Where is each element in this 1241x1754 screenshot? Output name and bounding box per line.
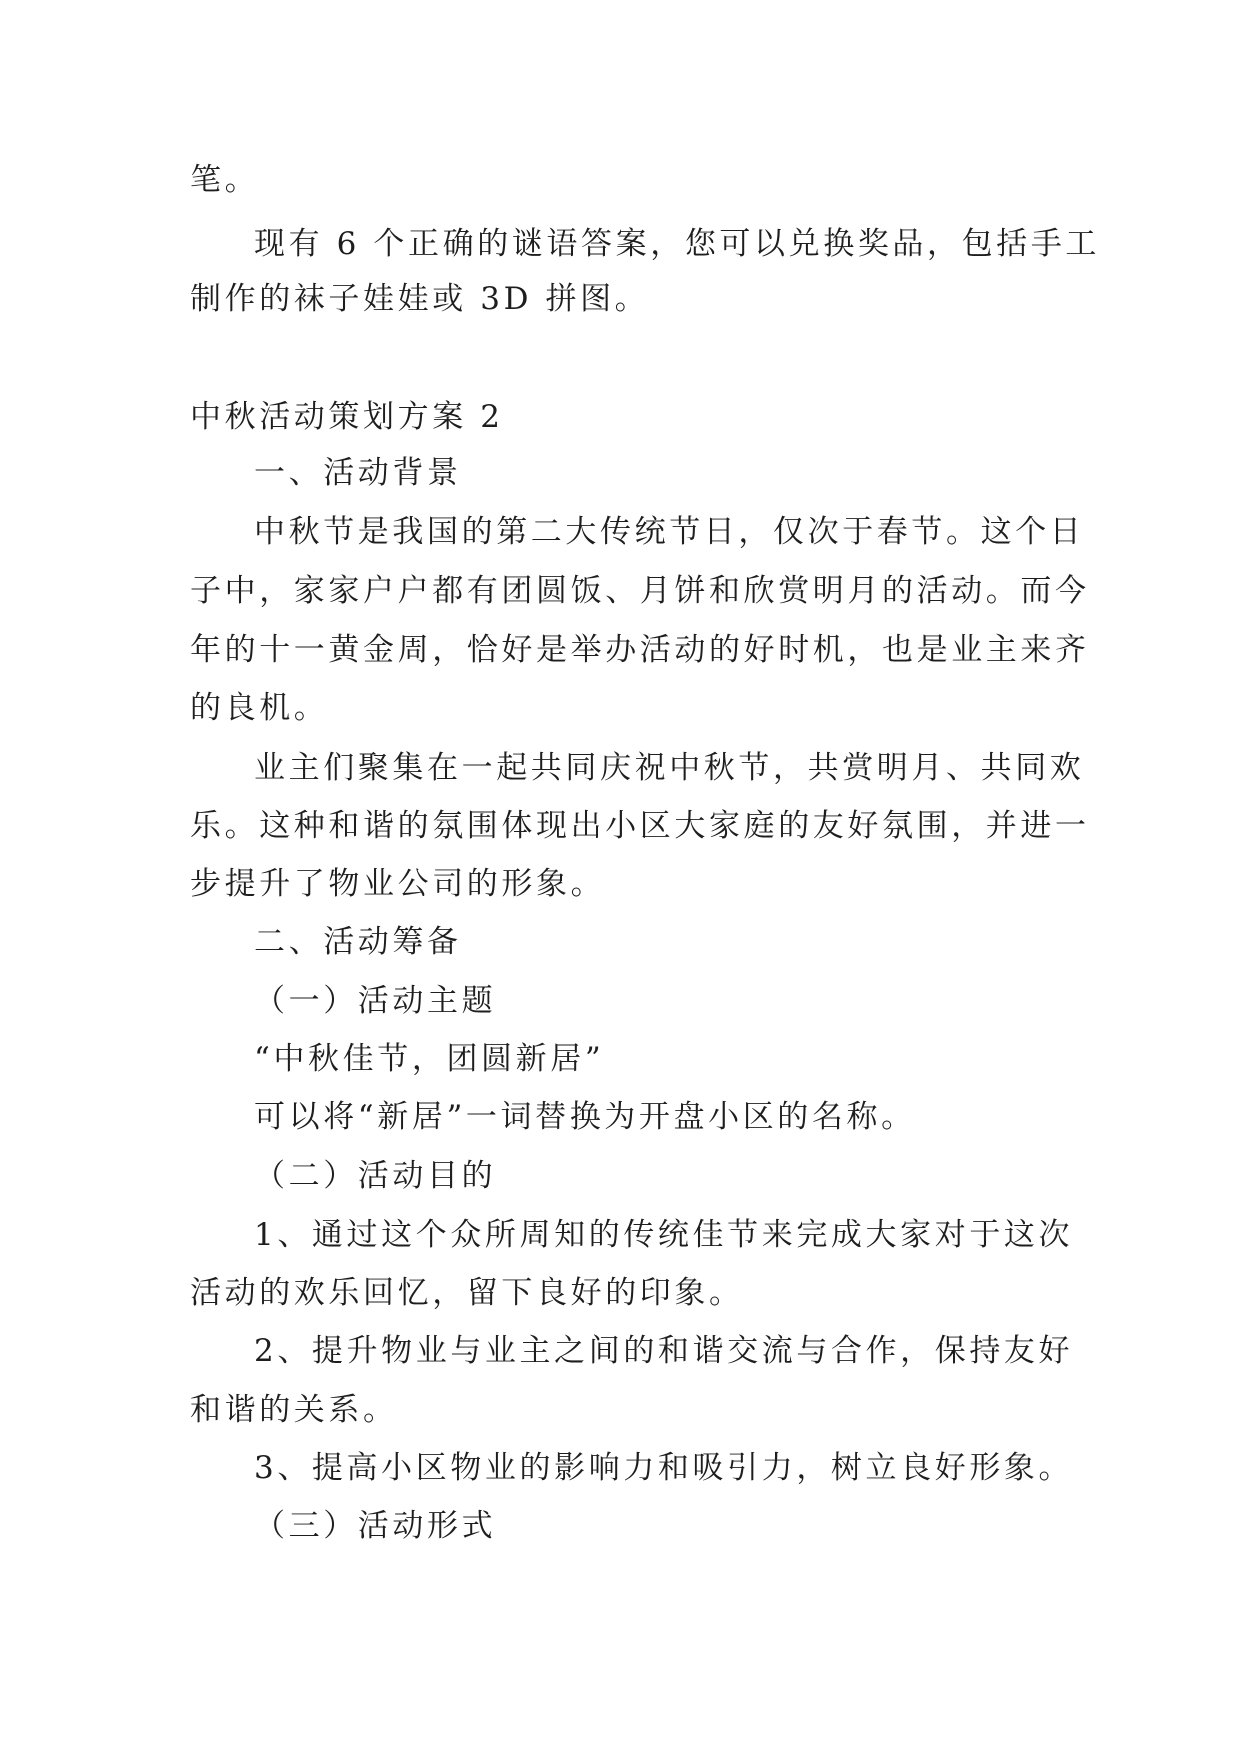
text-line: 年的十一黄金周，恰好是举办活动的好时机，也是业主来齐 bbox=[190, 632, 1090, 668]
list-item-3: 3、提高小区物业的影响力和吸引力，树立良好形象。 bbox=[254, 1450, 1074, 1486]
text-line: 制作的袜子娃娃或 3D 拼图。 bbox=[190, 281, 650, 317]
heading-preparation: 二、活动筹备 bbox=[254, 924, 462, 960]
heading-background: 一、活动背景 bbox=[254, 455, 462, 491]
list-item-1: 1、通过这个众所周知的传统佳节来完成大家对于这次 bbox=[254, 1217, 1074, 1253]
list-item-2: 2、提升物业与业主之间的和谐交流与合作，保持友好 bbox=[254, 1333, 1074, 1369]
subheading-theme: （一）活动主题 bbox=[254, 983, 497, 1019]
paragraph-line: 现有 6 个正确的谜语答案，您可以兑换奖品，包括手工 bbox=[254, 226, 1101, 262]
paragraph-line: 业主们聚集在一起共同庆祝中秋节，共赏明月、共同欢 bbox=[254, 750, 1085, 786]
subheading-purpose: （二）活动目的 bbox=[254, 1158, 497, 1194]
text-line: 和谐的关系。 bbox=[190, 1392, 398, 1428]
text-line: 的良机。 bbox=[190, 690, 329, 726]
paragraph-line: 可以将“新居”一词替换为开盘小区的名称。 bbox=[254, 1099, 916, 1135]
text-line: 乐。这种和谐的氛围体现出小区大家庭的友好氛围，并进一 bbox=[190, 808, 1090, 844]
text-line: 活动的欢乐回忆，留下良好的印象。 bbox=[190, 1275, 744, 1311]
text-line: 步提升了物业公司的形象。 bbox=[190, 866, 606, 902]
paragraph-line: 中秋节是我国的第二大传统节日，仅次于春节。这个日 bbox=[254, 514, 1085, 550]
section-title: 中秋活动策划方案 2 bbox=[190, 399, 504, 435]
subheading-format: （三）活动形式 bbox=[254, 1508, 497, 1544]
theme-slogan: “中秋佳节，团圆新居” bbox=[254, 1041, 605, 1077]
text-line: 子中，家家户户都有团圆饭、月饼和欣赏明月的活动。而今 bbox=[190, 573, 1090, 609]
text-line: 笔。 bbox=[190, 162, 260, 198]
